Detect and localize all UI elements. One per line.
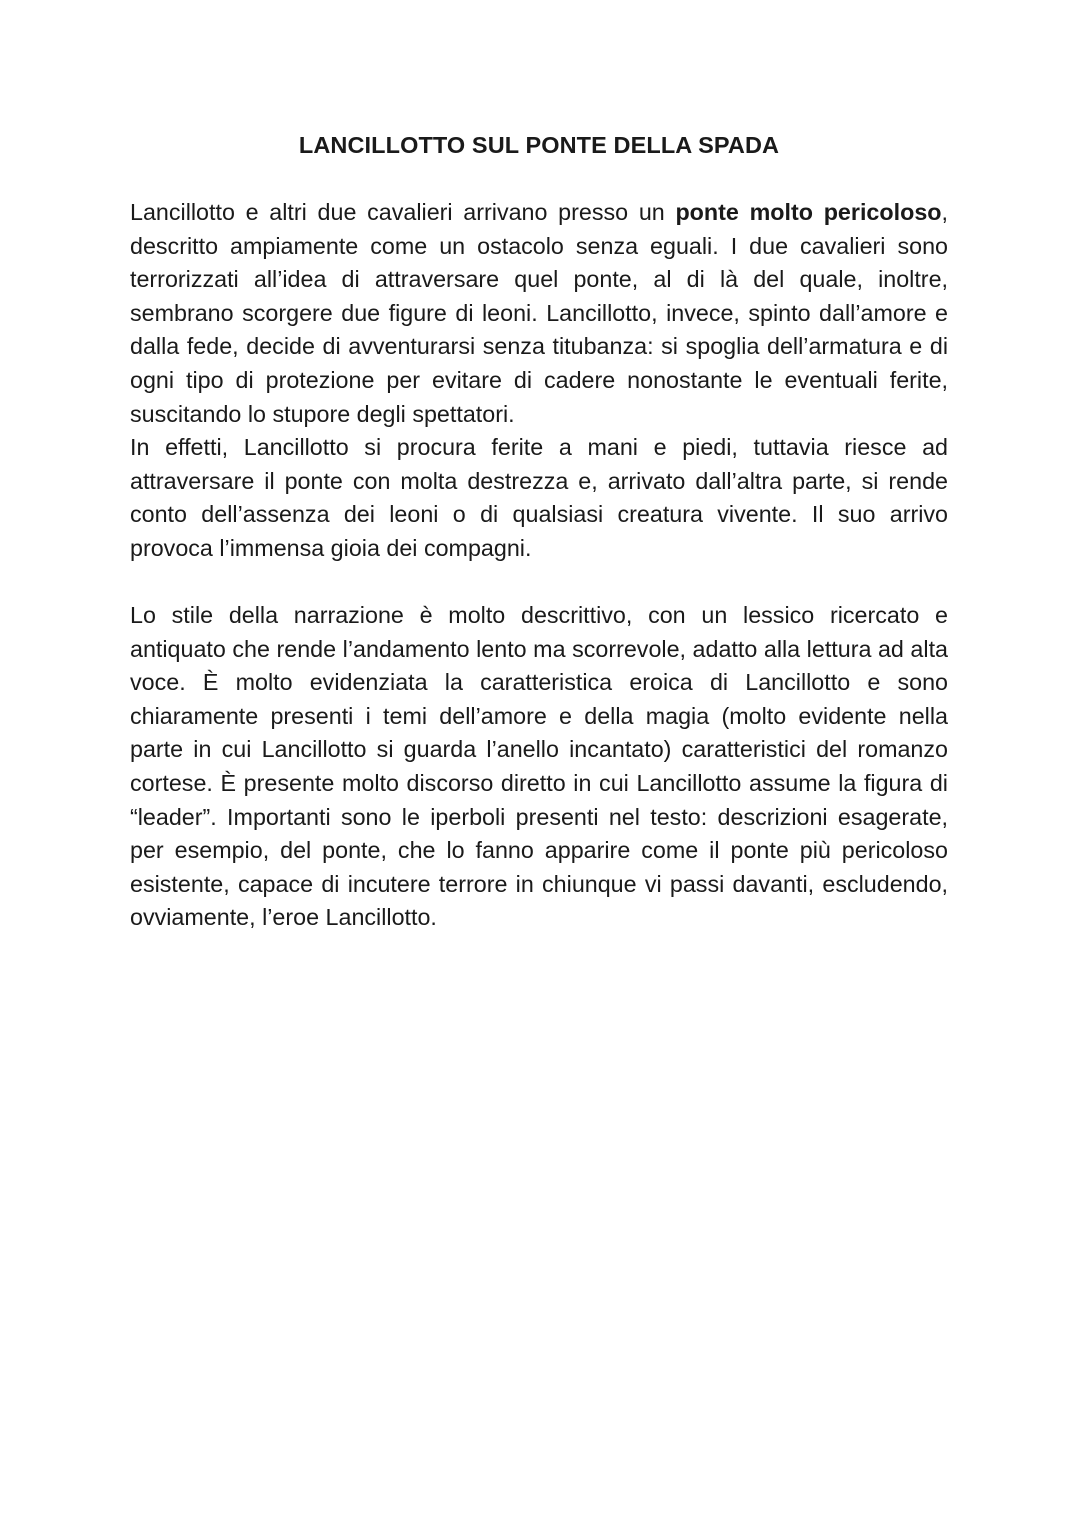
- paragraph-style-analysis: Lo stile della narrazione è molto descrittivo, con un lessico ricercato e antiquato che rende l’andamento lento ma scorrevole, adatto alla lettura ad alta voce. È molto evidenziata la caratteristica eroica di Lancillotto e sono chiaramente presenti i temi dell’amore e della magia (molto evidente nella parte in cui Lancillotto si guarda l’anello incantato) caratteristici del romanzo cortese. È presente molto discorso diretto in cui Lancillotto assume la figura di “leader”. Importanti sono le iperboli presenti nel testo: descrizioni esagerate, per esempio, del ponte, che lo fanno apparire come il ponte più pericoloso esistente, capace di incutere terrore in chiunque vi passi davanti, escludendo, ovviamente, l’eroe Lancillotto.: [130, 602, 948, 931]
- paragraph-summary-part1: [130, 196, 948, 431]
- paragraph1-bold-phrase: ponte molto pericoloso: [675, 199, 942, 225]
- paragraph1-text-start: Lancillotto e altri due cavalieri arrivano presso un: [130, 199, 676, 225]
- document-title: LANCILLOTTO SUL PONTE DELLA SPADA: [298, 132, 780, 158]
- paragraph1-text-end: , descritto ampiamente come un ostacolo senza eguali. I due cavalieri sono terrorizzati all’idea di attraversare quel ponte, al di là del quale, inoltre, sembrano scorgere due figure di leoni. Lancillotto, invece, spinto dall’amore e dalla fede, decide di avventurarsi senza titubanza: si spoglia dell’armatura e di ogni tipo di protezione per evitare di cadere nonostante le eventuali ferite, suscitando lo stupore degli spettatori.: [130, 199, 948, 427]
- paragraph-summary-part2: In effetti, Lancillotto si procura ferite a mani e piedi, tuttavia riesce ad attraversare il ponte con molta destrezza e, arrivato dall’altra parte, si rende conto dell’assenza dei leoni o di qualsiasi creatura vivente. Il suo arrivo provoca l’immensa gioia dei compagni.: [130, 434, 948, 561]
